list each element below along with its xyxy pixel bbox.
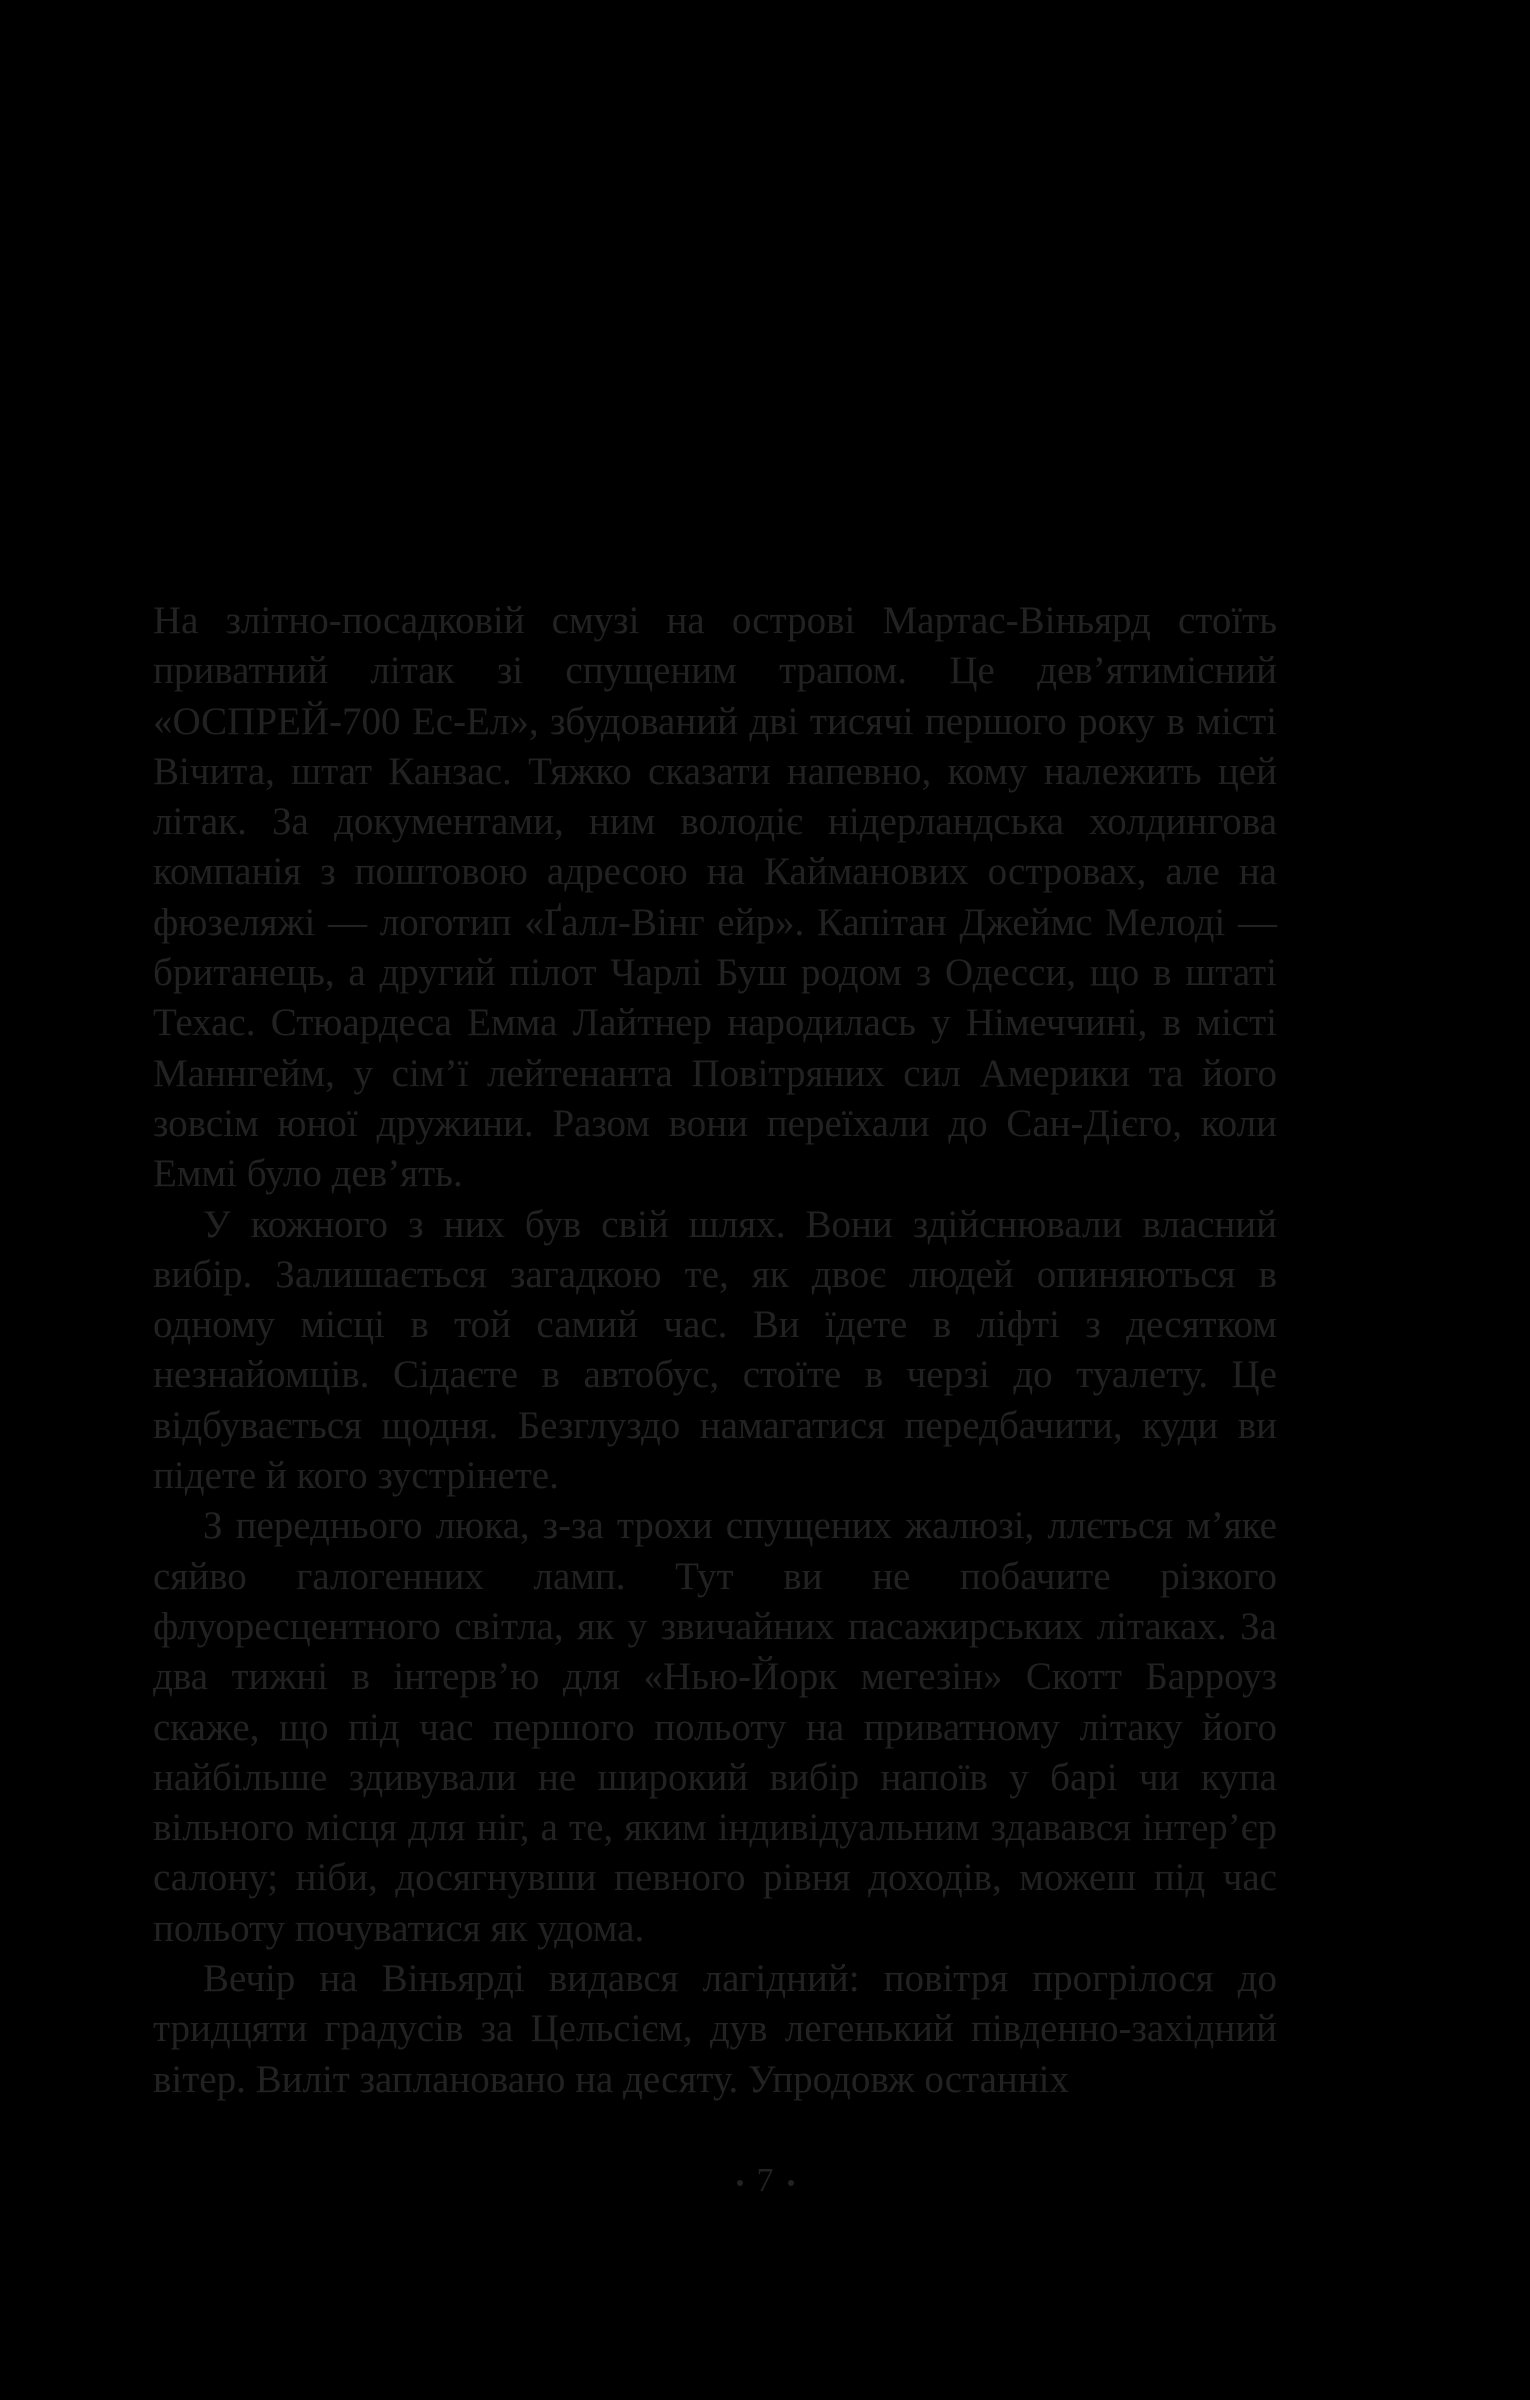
bullet-icon [788,2180,794,2186]
bullet-icon [737,2180,743,2186]
paragraph-2: У кожного з них був свій шлях. Вони здійснювали власний вибір. Залишається загадкою те, як двоє людей опиняються в одному місці в той самий час. Ви їдете в ліфті з десятком незнайомців. Сідаєте в автобус, стоїте в черзі до туалету. Це відбувається щодня. Безглуздо намагатися передбачити, куди ви підете й кого зустрінете. [153,1202,1277,1498]
paragraph-1: На злітно-посадковій смузі на острові Мартас-Віньярд стоїть приватний літак зі спущеним трапом. Це дев’ятимісний «ОСПРЕЙ-700 Ес-Ел», збудований дві тисячі першого року в місті Вічита, штат Канзас. Тяжко сказати напевно, кому належить цей літак. За документами, ним володіє нідерландська холдингова компанія з поштовою адресою на Кайманових островах, але на фюзеляжі — логотип «Ґалл-Вінг ейр». Капітан Джеймс Мелоді — британець, а другий пілот Чарлі Буш родом з Одесси, що в штаті Техас. Стюардеса Емма Лайтнер народилась у Німеччині, в місті Маннгейм, у сім’ї лейтенанта Повітряних сил Америки та його зовсім юної дружини. Разом вони переїхали до Сан-Дієго, коли Еммі було дев’ять. [153,599,1277,1196]
page-number [0,2162,1530,2200]
paragraph-4: Вечір на Віньярді видався лагідний: повітря прогрілося до тридцяти градусів за Цельсієм, дув легенький південно-західний вітер. Виліт заплановано на десяту. Упродовж останніх [153,1957,1277,2101]
body-text [153,596,1277,2105]
paragraph-3: З переднього люка, з-за трохи спущених жалюзі, ллється м’яке сяйво галогенних ламп. Тут ви не побачите різкого флуоресцентного світла, як у звичайних пасажирських літаках. За два тижні в інтерв’ю для «Нью-Йорк мегезін» Скотт Барроуз скаже, що під час першого польоту на приватному літаку його найбільше здивували не широкий вибір напоїв у барі чи купа вільного місця для ніг, а те, яким індивідуальним здавався інтер’єр салону; ніби, досягнувши певного рівня доходів, можеш під час польоту почуватися як удома. [153,1504,1277,1950]
page-number-value: 7 [756,2162,774,2199]
